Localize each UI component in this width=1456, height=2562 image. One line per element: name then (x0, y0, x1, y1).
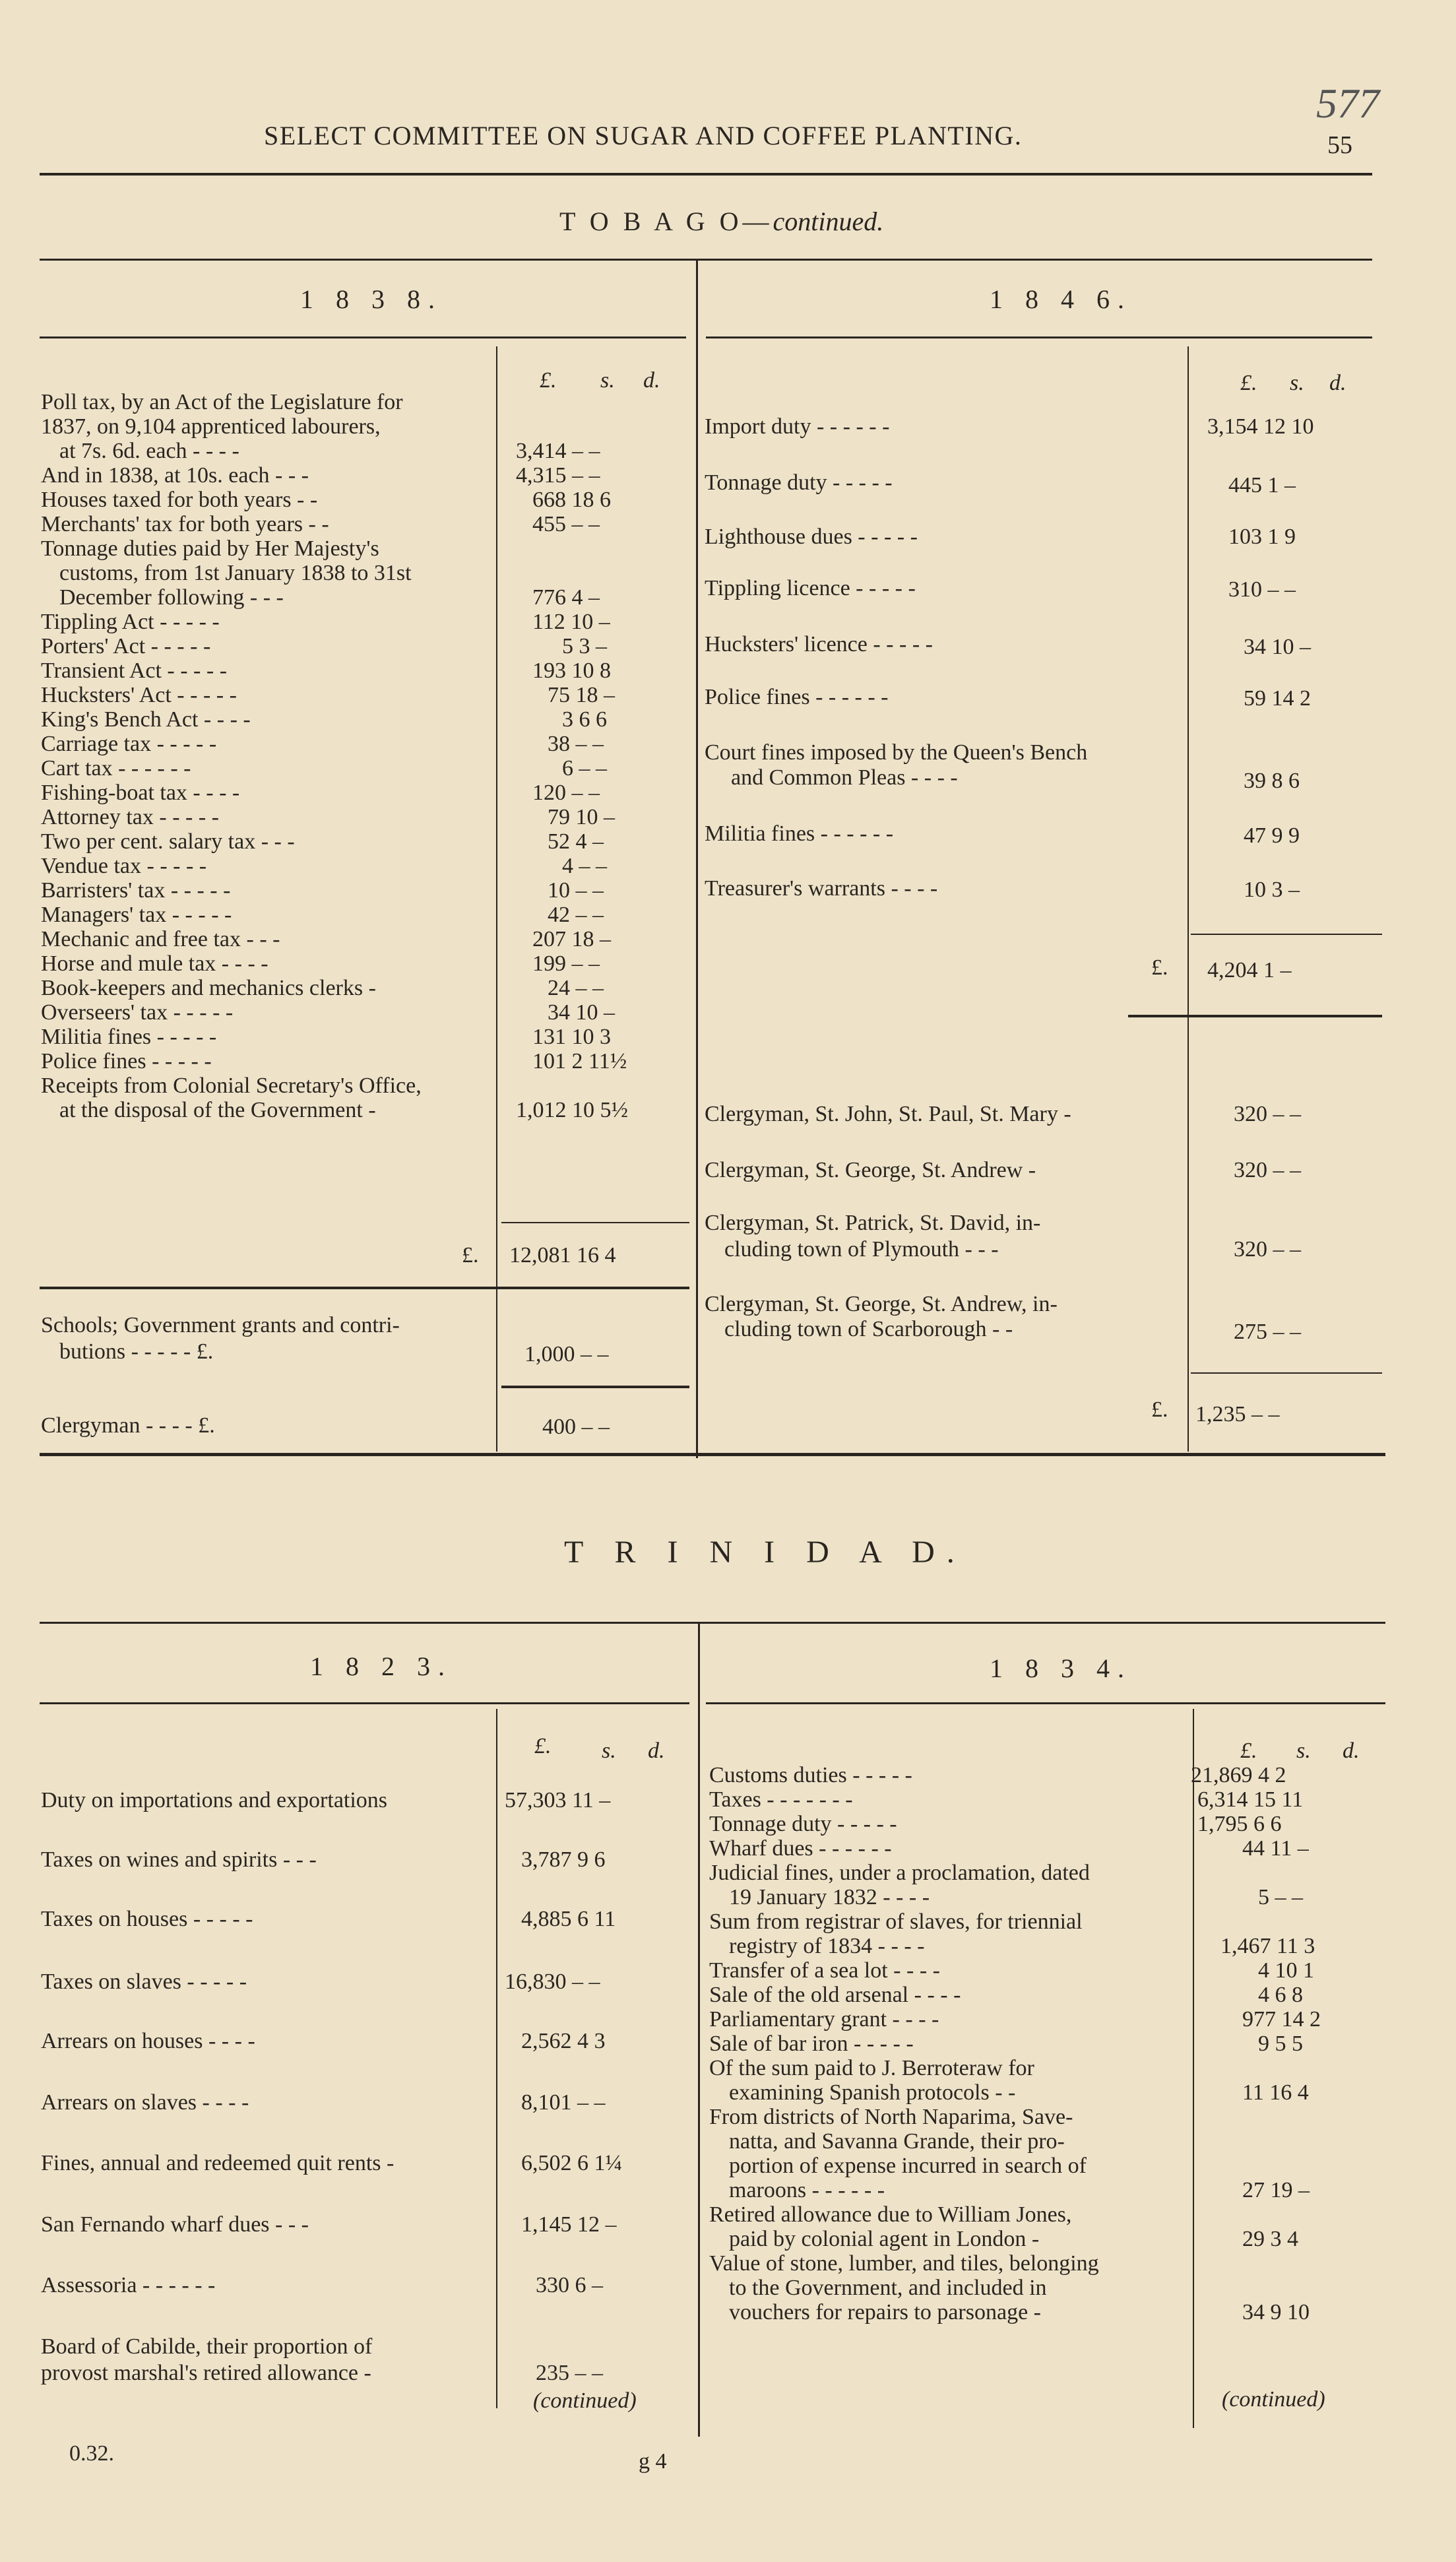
trinidad-1823-year-rule (40, 1702, 689, 1704)
list-item-value: 8,101 – – (521, 2090, 606, 2115)
list-item: customs, from 1st January 1838 to 31st (59, 561, 412, 585)
list-item: Vendue tax - - - - - 4 – – (41, 854, 607, 878)
list-item: Parliamentary grant - - - - 977 14 2 (709, 2007, 1321, 2032)
list-item: 1837, on 9,104 apprenticed labourers, (41, 414, 381, 439)
header-rule (40, 173, 1372, 176)
list-item: Value of stone, lumber, and tiles, belonging (709, 2251, 1099, 2276)
unit-pounds: £. (534, 1734, 552, 1758)
list-item-value: 4,885 6 11 (521, 1907, 616, 1931)
list-item: Sale of bar iron - - - - - 9 5 5 (709, 2032, 1303, 2056)
list-item: Arrears on slaves - - - - (41, 2090, 249, 2115)
schools-value: 1,000 – – (524, 1342, 609, 1366)
list-item-value: 1,145 12 – (521, 2212, 617, 2237)
list-item: Police fines - - - - - 101 2 11½ (41, 1049, 627, 1073)
tobago-right-year: 1 8 4 6. (990, 284, 1132, 314)
list-item: Lighthouse dues - - - - - (705, 525, 918, 549)
trinidad-top-rule (40, 1622, 1385, 1624)
list-item: Militia fines - - - - - 131 10 3 (41, 1025, 611, 1049)
page-number: 55 (1327, 131, 1352, 159)
handwritten-folio: 577 (1316, 80, 1379, 127)
list-item: Wharf dues - - - - - - 44 11 – (709, 1836, 1309, 1861)
trinidad-left-money-column-rule (496, 1709, 497, 2408)
list-item: Taxes - - - - - - - 6,314 15 11 (709, 1787, 1304, 1812)
list-item: Duty on importations and exportations (41, 1788, 388, 1812)
tobago-left-total-rule (40, 1287, 689, 1289)
list-item: Sale of the old arsenal - - - - 4 6 8 (709, 1983, 1303, 2007)
clergy-subtotal-rule (1191, 1372, 1382, 1374)
tobago-right-total-value: 4,204 1 – (1207, 958, 1292, 982)
list-item: Fishing-boat tax - - - - 120 – – (41, 781, 600, 805)
unit-pounds: £. (540, 368, 557, 393)
list-item-value: 445 1 – (1228, 473, 1296, 497)
trinidad-left-year: 1 8 2 3. (310, 1651, 453, 1681)
list-item: Of the sum paid to J. Berroteraw for (709, 2056, 1034, 2080)
list-item-value: 16,830 – – (505, 1970, 600, 1994)
list-item: portion of expense incurred in search of (729, 2154, 1087, 2178)
list-item: Overseers' tax - - - - - 34 10 – (41, 1000, 615, 1025)
list-item: Taxes on slaves - - - - - (41, 1970, 247, 1994)
tobago-left-total-value: 12,081 16 4 (509, 1243, 616, 1267)
list-item: Fines, annual and redeemed quit rents - (41, 2151, 395, 2175)
board-of-cabilde-line1: Board of Cabilde, their proportion of (41, 2334, 373, 2359)
tobago-column-divider (696, 259, 698, 1458)
trinidad-1834-entries (709, 1763, 1382, 2324)
list-item: Book-keepers and mechanics clerks - 24 – – (41, 976, 604, 1000)
list-item-value: 330 6 – (536, 2273, 603, 2297)
list-item: maroons - - - - - - 27 19 – (729, 2178, 1310, 2202)
list-item: King's Bench Act - - - - 3 6 6 (41, 707, 607, 732)
signature-mark: g 4 (639, 2449, 667, 2474)
tobago-right-total-rule (1128, 1015, 1382, 1017)
tobago-1838-entries (41, 390, 691, 1122)
list-item: Tonnage duty - - - - - (705, 470, 893, 495)
list-item: Sum from registrar of slaves, for triennial (709, 1909, 1083, 1934)
list-item: Mechanic and free tax - - - 207 18 – (41, 927, 611, 951)
list-item: Managers' tax - - - - - 42 – – (41, 903, 604, 927)
list-item: Clergyman, St. George, St. Andrew, in- (705, 1292, 1058, 1316)
tobago-top-rule (40, 259, 1372, 261)
list-item-value: 320 – – (1234, 1158, 1301, 1182)
treasurer-warrants-label: Treasurer's warrants - - - - (705, 876, 938, 901)
list-item: vouchers for repairs to parsonage - 34 9 10 (729, 2300, 1310, 2324)
trinidad-left-continued: (continued) (533, 2388, 637, 2413)
treasurer-warrants-value: 10 3 – (1244, 878, 1300, 902)
unit-shillings: s. (1296, 1739, 1311, 1763)
list-item: Transient Act - - - - - 193 10 8 (41, 658, 611, 683)
trinidad-right-continued: (continued) (1222, 2387, 1325, 2412)
list-item: Clergyman, St. George, St. Andrew - (705, 1158, 1036, 1182)
tobago-right-money-column-rule (1187, 346, 1189, 1452)
clergy-total-value: 1,235 – – (1195, 1402, 1280, 1426)
trinidad-1834-year-rule (706, 1702, 1385, 1704)
tobago-left-subtotal-rule (501, 1222, 689, 1223)
clergyman-value: 400 – – (542, 1415, 610, 1439)
list-item-value: 3,787 9 6 (521, 1847, 606, 1872)
list-item: Assessoria - - - - - - (41, 2273, 216, 2297)
unit-shillings: s. (1290, 371, 1304, 395)
list-item: Retired allowance due to William Jones, (709, 2202, 1072, 2227)
list-item: Poll tax, by an Act of the Legislature for (41, 390, 403, 414)
list-item: Clergyman, St. John, St. Paul, St. Mary - (705, 1102, 1071, 1126)
footer-reference: 0.32. (69, 2441, 114, 2466)
tobago-left-total-label: £. (462, 1243, 479, 1267)
list-item: Clergyman, St. Patrick, St. David, in- (705, 1211, 1041, 1235)
list-item-value: 2,562 4 3 (521, 2029, 606, 2053)
unit-pence: d. (1329, 371, 1346, 395)
list-item: Carriage tax - - - - - 38 – – (41, 732, 604, 756)
tobago-1846-year-rule (706, 336, 1372, 338)
schools-label-line2: butions - - - - - £. (59, 1339, 214, 1364)
tobago-left-year: 1 8 3 8. (300, 284, 443, 314)
list-item: Arrears on houses - - - - (41, 2029, 255, 2053)
list-item-value: 103 1 9 (1228, 525, 1296, 549)
list-item: And in 1838, at 10s. each - - - 4,315 – – (41, 463, 600, 488)
tobago-1838-year-rule (40, 336, 686, 338)
court-fines-label-line2: and Common Pleas - - - - (731, 765, 958, 790)
list-item: Houses taxed for both years - - 668 18 6 (41, 488, 611, 512)
list-item: San Fernando wharf dues - - - (41, 2212, 309, 2237)
list-item-value: 3,154 12 10 (1207, 414, 1314, 439)
list-item: Merchants' tax for both years - - 455 – – (41, 512, 600, 536)
list-item: Tonnage duties paid by Her Majesty's (41, 536, 379, 561)
tobago-right-subtotal-rule (1191, 934, 1382, 935)
list-item: natta, and Savanna Grande, their pro- (729, 2129, 1065, 2154)
list-item: Barristers' tax - - - - - 10 – – (41, 878, 604, 903)
list-item: Attorney tax - - - - - 79 10 – (41, 805, 615, 829)
trinidad-column-divider (698, 1622, 700, 2437)
court-fines-label-line1: Court fines imposed by the Queen's Bench (705, 740, 1088, 765)
list-item: registry of 1834 - - - - 1,467 11 3 (729, 1934, 1315, 1958)
list-item-value: 320 – – (1234, 1102, 1301, 1126)
unit-pence: d. (643, 368, 660, 393)
trinidad-title: T R I N I D A D. (564, 1535, 966, 1570)
list-item: Transfer of a sea lot - - - - 4 10 1 (709, 1958, 1314, 1983)
page-title: SELECT COMMITTEE ON SUGAR AND COFFEE PLANTING. (264, 121, 1023, 150)
list-item: examining Spanish protocols - - 11 16 4 (729, 2080, 1309, 2105)
list-item: Hucksters' licence - - - - - (705, 632, 933, 657)
list-item: Two per cent. salary tax - - - 52 4 – (41, 829, 604, 854)
schools-label-line1: Schools; Government grants and contri- (41, 1313, 400, 1337)
clergy-total-label: £. (1151, 1397, 1168, 1422)
list-item-value: 59 14 2 (1244, 686, 1311, 711)
tobago-bottom-rule (40, 1453, 1385, 1456)
list-item-line2: cluding town of Plymouth - - - (724, 1237, 999, 1262)
unit-pounds: £. (1240, 1739, 1257, 1763)
list-item: Cart tax - - - - - - 6 – – (41, 756, 607, 781)
list-item-value: 320 – – (1234, 1237, 1301, 1262)
list-item: Police fines - - - - - - (705, 685, 889, 709)
clergyman-label: Clergyman - - - - £. (41, 1413, 215, 1438)
list-item: 19 January 1832 - - - - 5 – – (729, 1885, 1303, 1909)
trinidad-right-year: 1 8 3 4. (990, 1653, 1132, 1683)
unit-pence: d. (1343, 1739, 1360, 1763)
list-item: paid by colonial agent in London - 29 3 4 (729, 2227, 1298, 2251)
militia-fines-label: Militia fines - - - - - - (705, 821, 894, 846)
militia-fines-value: 47 9 9 (1244, 823, 1300, 848)
list-item-value: 310 – – (1228, 577, 1296, 602)
list-item: at 7s. 6d. each - - - - 3,414 – – (59, 439, 600, 463)
list-item: Tippling Act - - - - - 112 10 – (41, 610, 610, 634)
unit-shillings: s. (602, 1739, 616, 1763)
unit-pence: d. (648, 1739, 665, 1763)
list-item-value: 6,502 6 1¼ (521, 2151, 622, 2175)
list-item: December following - - - 776 4 – (59, 585, 600, 610)
court-fines-value: 39 8 6 (1244, 769, 1300, 793)
list-item: Hucksters' Act - - - - - 75 18 – (41, 683, 615, 707)
tobago-title: T O B A G O—continued. (559, 207, 884, 236)
list-item: Tonnage duty - - - - - 1,795 6 6 (709, 1812, 1282, 1836)
list-item: Import duty - - - - - - (705, 414, 890, 439)
list-item: Customs duties - - - - - 21,869 4 2 (709, 1763, 1286, 1787)
list-item: at the disposal of the Government - 1,012 10 5½ (59, 1098, 628, 1122)
list-item: From districts of North Naparima, Save- (709, 2105, 1073, 2129)
list-item-value: 57,303 11 – (505, 1788, 611, 1812)
list-item-value: 275 – – (1234, 1320, 1301, 1344)
list-item: Taxes on wines and spirits - - - (41, 1847, 317, 1872)
list-item: Tippling licence - - - - - (705, 576, 916, 600)
board-of-cabilde-line2: provost marshal's retired allowance - (41, 2361, 371, 2385)
list-item: Receipts from Colonial Secretary's Office, (41, 1073, 422, 1098)
list-item: Taxes on houses - - - - - (41, 1907, 253, 1931)
unit-shillings: s. (600, 368, 615, 393)
schools-rule (501, 1386, 689, 1388)
list-item: Judicial fines, under a proclamation, dated (709, 1861, 1090, 1885)
list-item: to the Government, and included in (729, 2276, 1047, 2300)
board-of-cabilde-value: 235 – – (536, 2361, 603, 2385)
unit-pounds: £. (1240, 371, 1257, 395)
tobago-right-total-label: £. (1151, 955, 1168, 980)
list-item-line2: cluding town of Scarborough - - (724, 1317, 1013, 1341)
list-item-value: 34 10 – (1244, 635, 1311, 659)
list-item: Porters' Act - - - - - 5 3 – (41, 634, 607, 658)
list-item: Horse and mule tax - - - - 199 – – (41, 951, 600, 976)
